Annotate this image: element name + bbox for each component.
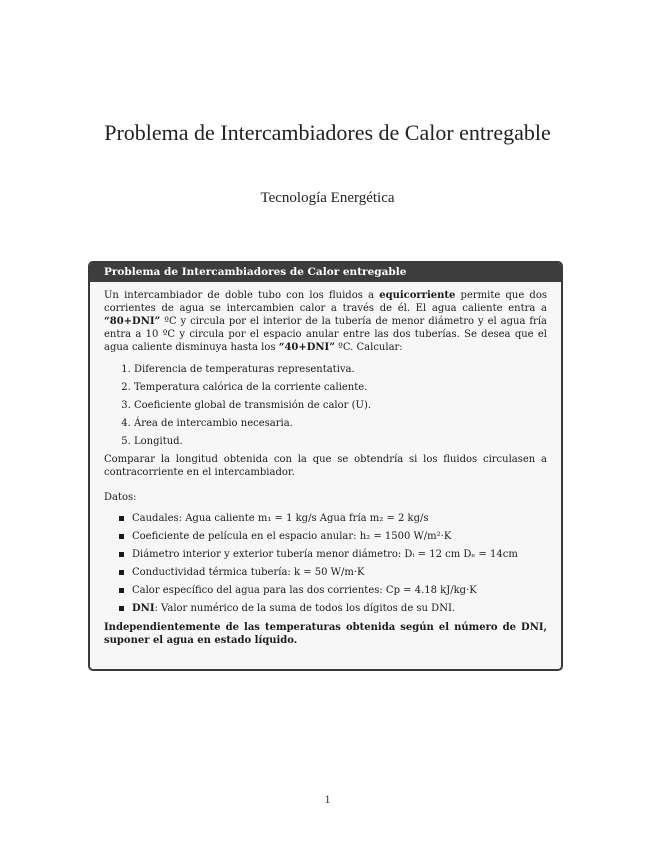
intro-text-1: Un intercambiador de doble tubo con los fluidos a [104, 290, 380, 301]
square-bullet-icon [119, 534, 124, 539]
datos-item-text: Caudales: Agua caliente m₁ = 1 kg/s Agua fría m₂ = 2 kg/s [132, 513, 429, 524]
square-bullet-icon [119, 570, 124, 575]
dni-description: : Valor numérico de la suma de todos los dígitos de su DNI. [154, 603, 456, 614]
problem-box-header: Problema de Intercambiadores de Calor entregable [90, 263, 561, 282]
datos-list [104, 512, 547, 615]
document-title: Problema de Intercambiadores de Calor entregable [104, 120, 551, 145]
datos-item-text: Coeficiente de película en el espacio anular: h₂ = 1500 W/m²·K [132, 531, 452, 542]
square-bullet-icon [119, 588, 124, 593]
questions-list [104, 363, 547, 448]
dni-bold-label: DNI [132, 603, 155, 614]
question-item: 3. Coeficiente global de transmisión de calor (U). [134, 399, 547, 412]
intro-text-3: ºC y circula por el interior de la tubería de menor diámetro y el agua fría entra a 10 ºC y circula por el espacio anular entre las dos tuberías. Se desea que el agua caliente disminuya hasta los [104, 316, 547, 353]
problem-box [88, 261, 563, 671]
square-bullet-icon [119, 552, 124, 557]
intro-bold-hot-inlet: “80+DNI” [104, 316, 161, 327]
datos-item-text: Conductividad térmica tubería: k = 50 W/m·K [132, 567, 365, 578]
datos-item [132, 530, 547, 543]
datos-item-text: Calor específico del agua para las dos corrientes: Cp = 4.18 kJ/kg·K [132, 585, 477, 596]
datos-label: Datos: [104, 492, 137, 503]
final-note: Independientemente de las temperaturas obtenida según el número de DNI, suponer el agua en estado líquido. [104, 622, 547, 646]
question-item: 5. Longitud. [134, 435, 547, 448]
datos-item [132, 548, 547, 561]
intro-paragraph [104, 289, 547, 354]
question-item: 2. Temperatura calórica de la corriente caliente. [134, 381, 547, 394]
page-number: 1 [324, 792, 331, 806]
problem-box-body [90, 282, 561, 647]
datos-item-text: Diámetro interior y exterior tubería menor diámetro: Dᵢ = 12 cm Dₑ = 14cm [132, 549, 518, 560]
datos-item [132, 602, 547, 615]
document-subtitle: Tecnología Energética [260, 190, 395, 206]
intro-bold-hot-outlet: “40+DNI” [278, 342, 335, 353]
square-bullet-icon [119, 516, 124, 521]
intro-text-2: permite que dos corrientes de agua se intercambien calor a través de él. El agua caliente entra a [104, 290, 547, 314]
question-item: 4. Área de intercambio necesaria. [134, 417, 547, 430]
compare-paragraph: Comparar la longitud obtenida con la que se obtendría si los fluidos circulasen a contracorriente en el intercambiador. [104, 454, 547, 478]
intro-bold-equicorriente: equicorriente [379, 290, 456, 301]
intro-text-4: ºC. Calcular: [334, 342, 403, 353]
datos-item [132, 584, 547, 597]
question-item: 1. Diferencia de temperaturas representativa. [134, 363, 547, 376]
datos-item [132, 566, 547, 579]
datos-item [132, 512, 547, 525]
square-bullet-icon [119, 606, 124, 611]
